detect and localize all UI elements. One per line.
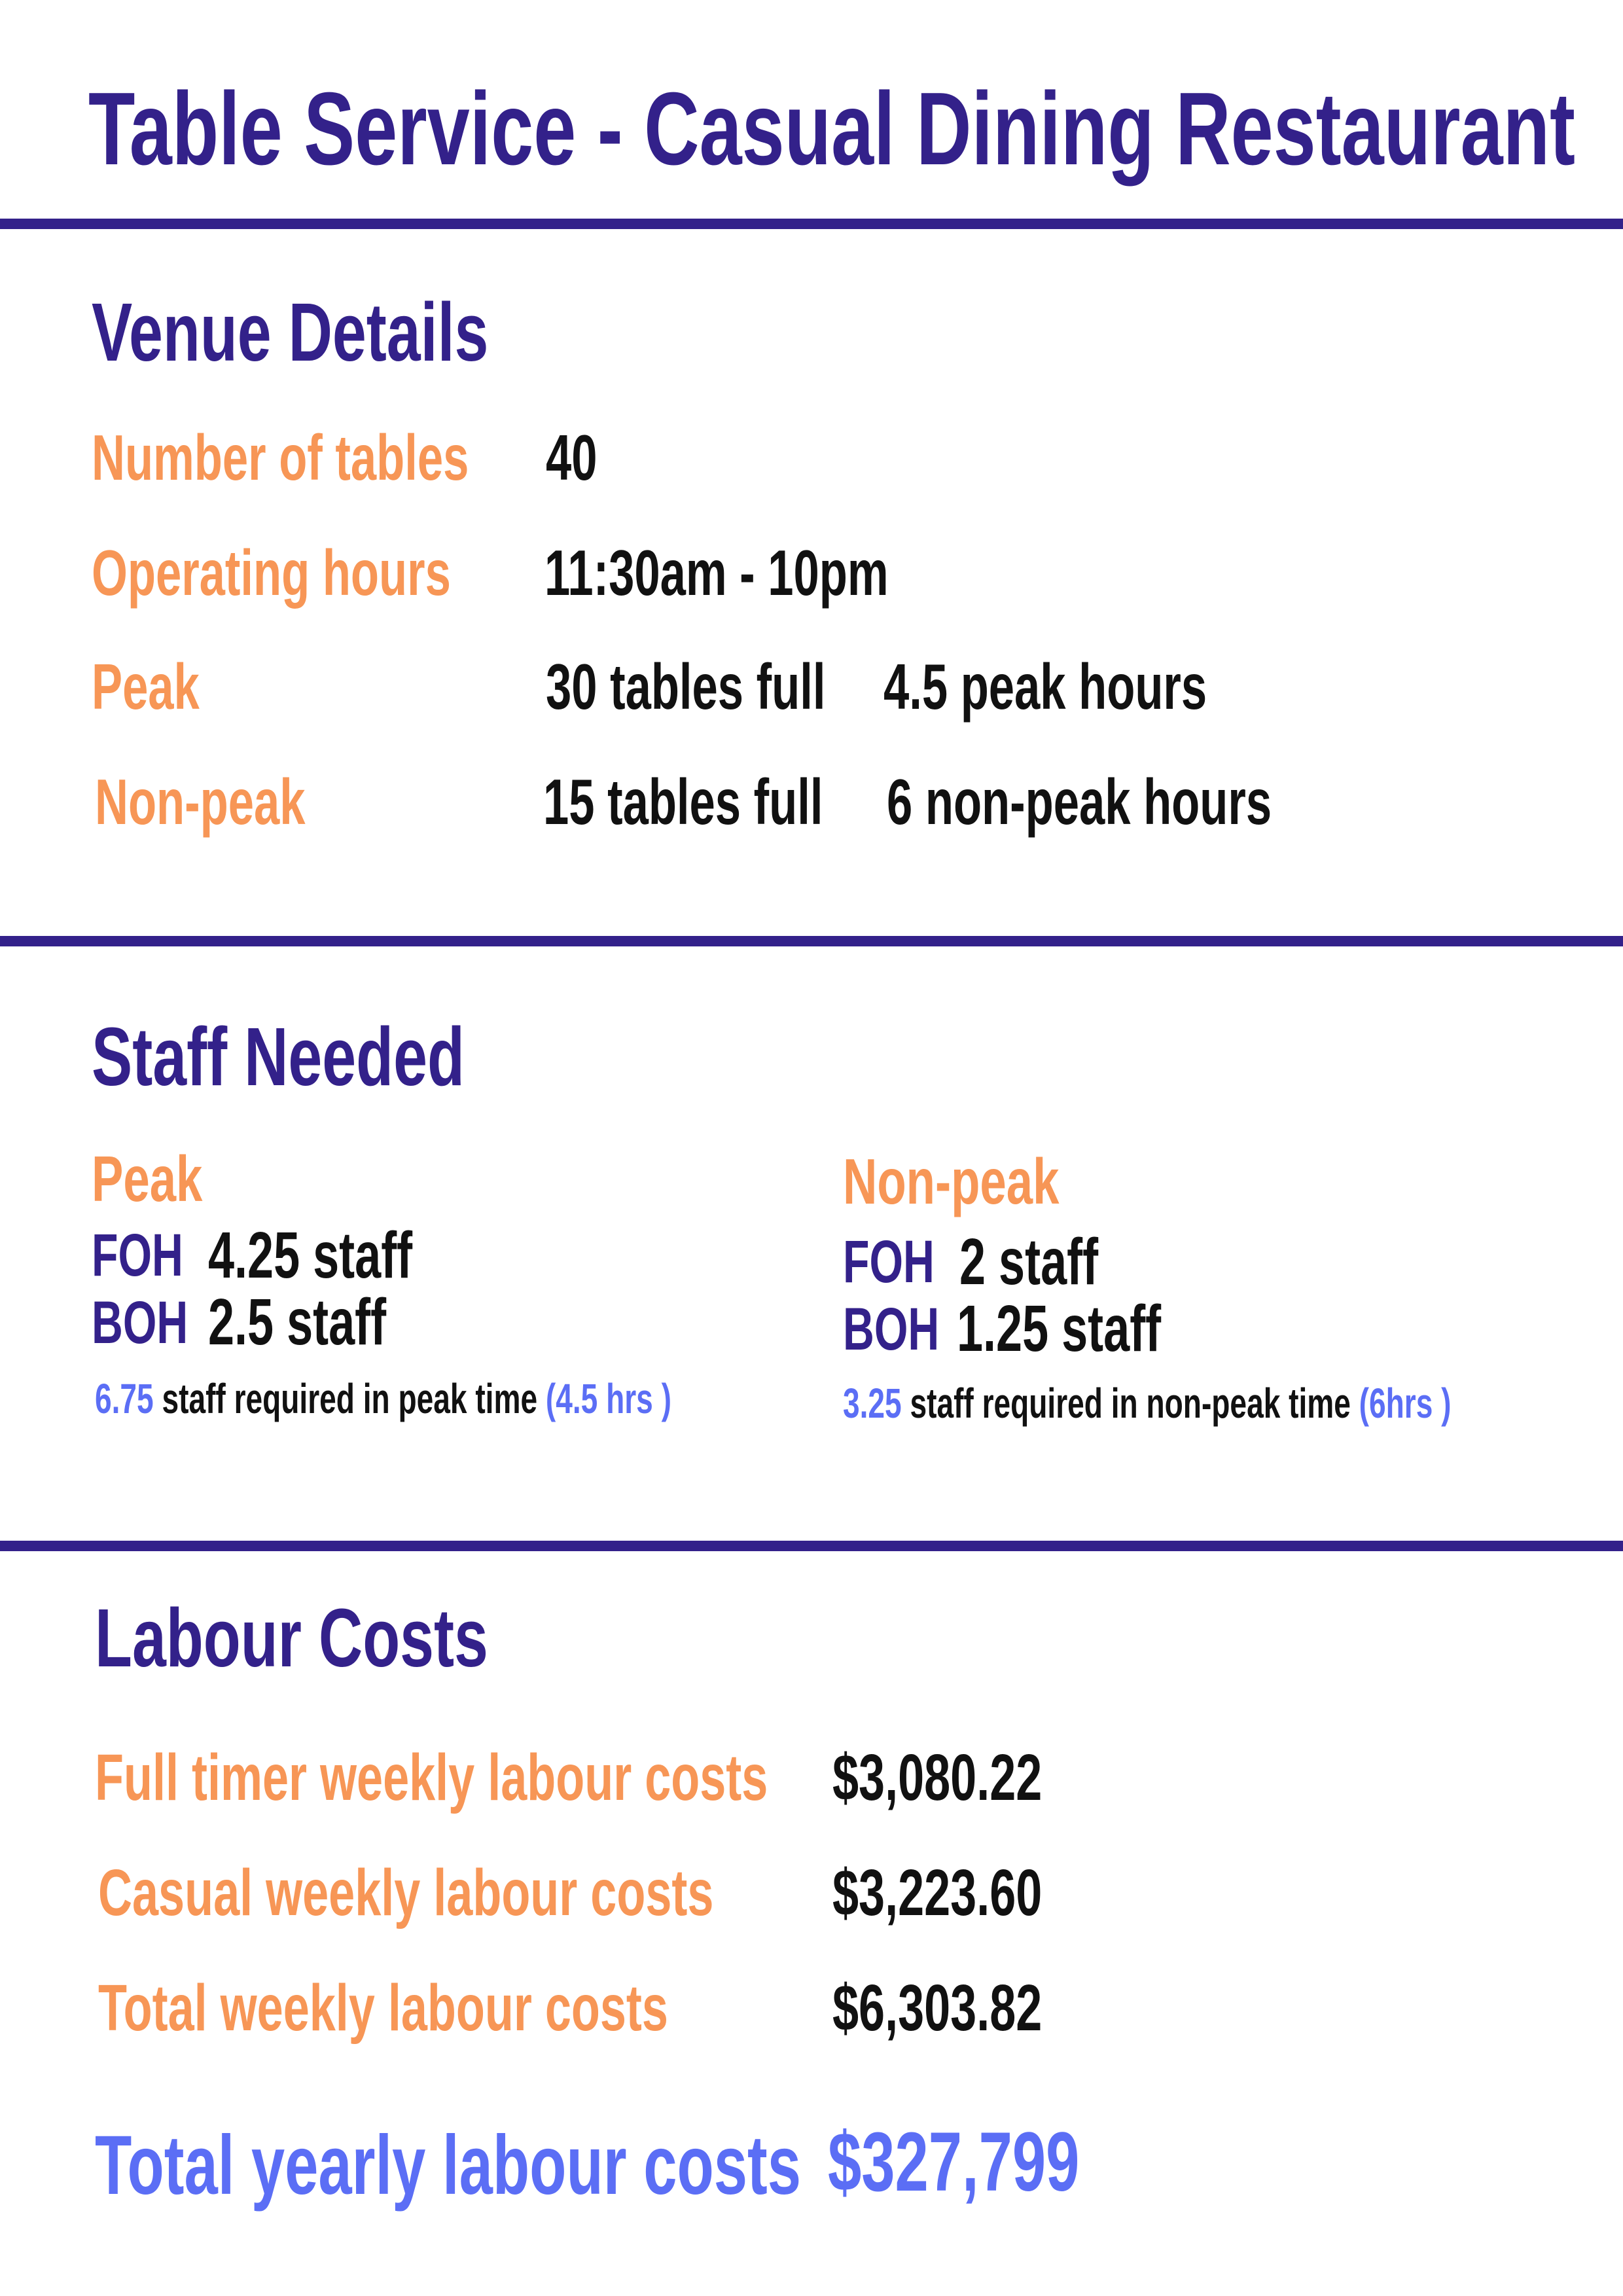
- divider: [0, 936, 1623, 946]
- staff-nonpeak-note-count: 3.25: [843, 1380, 902, 1427]
- venue-label-nonpeak: Non-peak: [95, 766, 306, 838]
- staff-nonpeak-boh-label: BOH: [843, 1296, 940, 1363]
- divider: [0, 219, 1623, 229]
- staff-needed-heading: Staff Needed: [92, 1011, 465, 1103]
- staff-peak-boh-label: BOH: [92, 1289, 188, 1356]
- labour-label-total-yearly: Total yearly labour costs: [95, 2119, 801, 2212]
- staff-nonpeak-title: Non-peak: [843, 1145, 1060, 1217]
- staff-peak-note-hours: (4.5 hrs ): [545, 1375, 671, 1422]
- staff-nonpeak-note-text: staff required in non-peak time: [910, 1380, 1351, 1427]
- staff-peak-note: [95, 1375, 671, 1422]
- staff-peak-note-text: staff required in peak time: [162, 1375, 538, 1422]
- labour-label-total-weekly: Total weekly labour costs: [98, 1971, 668, 2045]
- labour-label-fulltimer: Full timer weekly labour costs: [95, 1741, 768, 1814]
- venue-value-peak-tables: 30 tables full: [546, 651, 826, 723]
- staff-nonpeak-boh-value: 1.25 staff: [957, 1292, 1162, 1365]
- staff-nonpeak-foh-value: 2 staff: [959, 1225, 1099, 1299]
- page-title: Table Service - Casual Dining Restaurant: [88, 71, 1575, 187]
- labour-label-casual: Casual weekly labour costs: [98, 1856, 714, 1929]
- venue-label-peak: Peak: [92, 651, 200, 723]
- staff-peak-boh-value: 2.5 staff: [208, 1285, 387, 1359]
- labour-value-total-weekly: $6,303.82: [832, 1971, 1043, 2045]
- venue-value-peak-hours: 4.5 peak hours: [883, 651, 1207, 723]
- labour-costs-heading: Labour Costs: [95, 1592, 488, 1684]
- staff-peak-foh-value: 4.25 staff: [208, 1219, 413, 1292]
- staff-peak-note-count: 6.75: [95, 1375, 154, 1422]
- venue-value-tables: 40: [546, 422, 597, 493]
- labour-value-casual: $3,223.60: [832, 1856, 1043, 1929]
- divider: [0, 1541, 1623, 1551]
- labour-value-fulltimer: $3,080.22: [832, 1741, 1043, 1814]
- venue-value-hours: 11:30am - 10pm: [544, 537, 889, 609]
- staff-peak-title: Peak: [92, 1143, 203, 1215]
- venue-value-nonpeak-tables: 15 tables full: [543, 766, 823, 838]
- venue-value-nonpeak-hours: 6 non-peak hours: [887, 766, 1272, 838]
- staff-nonpeak-note: [843, 1380, 1452, 1427]
- staff-nonpeak-note-hours: (6hrs ): [1359, 1380, 1452, 1427]
- staff-peak-foh-label: FOH: [92, 1222, 183, 1289]
- venue-label-hours: Operating hours: [92, 537, 451, 609]
- labour-value-total-yearly: $327,799: [828, 2115, 1080, 2209]
- venue-details-heading: Venue Details: [92, 286, 489, 378]
- venue-label-tables: Number of tables: [92, 422, 469, 493]
- staff-nonpeak-foh-label: FOH: [843, 1229, 935, 1295]
